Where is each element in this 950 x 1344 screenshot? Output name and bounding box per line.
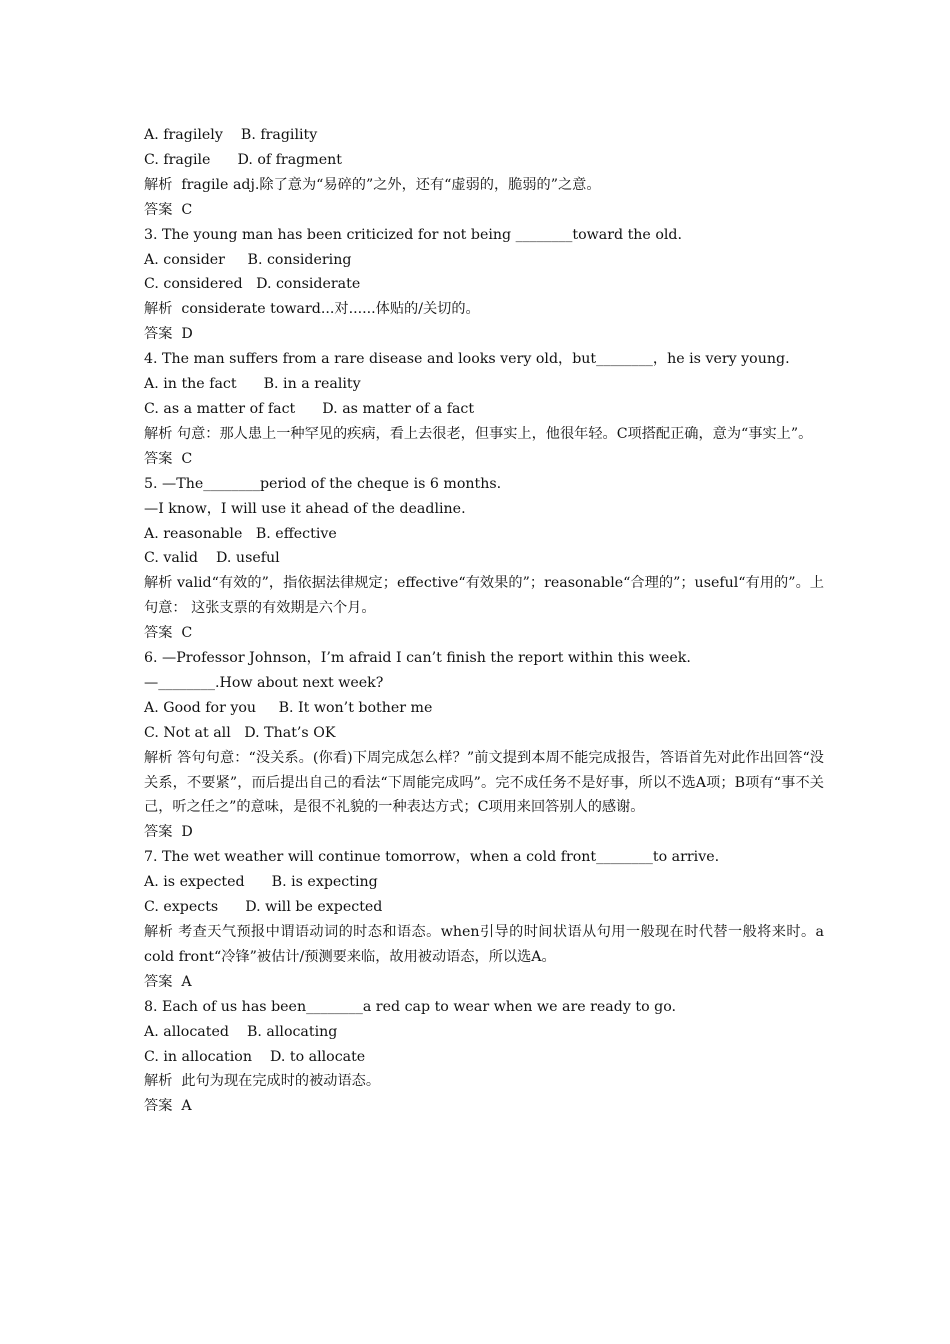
q5-analysis: 解析 valid“有效的”，指依据法律规定；effective“有效果的”；reasonable“合理的”；useful“有用的”。上句意： 这张支票的有效期是六个月。: [144, 575, 824, 617]
q8-options-cd: C. in allocation D. to allocate: [144, 1048, 366, 1065]
q5-options-cd: C. valid D. useful: [144, 550, 280, 567]
q2-analysis: 解析 fragile adj.除了意为“易碎的”之外，还有“虚弱的，脆弱的”之意。: [144, 176, 601, 193]
q5-options-ab: A. reasonable B. effective: [144, 525, 337, 542]
q4-analysis: 解析 句意：那人患上一种罕见的疾病，看上去很老，但事实上，他很年轻。C项搭配正确，意为“事实上”。: [144, 425, 813, 442]
q7-options-cd: C. expects D. will be expected: [144, 899, 383, 916]
q7-answer: 答案 A: [144, 973, 192, 990]
q4-options-cd: C. as a matter of fact D. as matter of a fact: [144, 400, 475, 417]
q6-answer: 答案 D: [144, 824, 193, 841]
q6-stem: 6. —Professor Johnson，I’m afraid I can’t finish the report within this week.: [144, 650, 691, 667]
q3-options-cd: C. considered D. considerate: [144, 276, 361, 293]
q6-reply: —________.How about next week?: [144, 674, 384, 691]
q8-analysis: 解析 此句为现在完成时的被动语态。: [144, 1073, 381, 1090]
q7-analysis: 解析 考查天气预报中谓语动词的时态和语态。when引导的时间状语从句用一般现在时代替一般将来时。a cold front“冷锋”被估计/预测要来临，故用被动语态，所以选A。: [144, 924, 824, 965]
q6-options-cd: C. Not at all D. That’s OK: [144, 724, 336, 741]
q8-stem: 8. Each of us has been________a red cap to wear when we are ready to go.: [144, 998, 677, 1015]
document-body: [144, 123, 824, 1119]
q5-stem: 5. —The________period of the cheque is 6 months.: [144, 475, 502, 492]
q4-stem: 4. The man suffers from a rare disease and looks very old，but________，he is very young.: [144, 351, 790, 368]
q7-stem: 7. The wet weather will continue tomorrow，when a cold front________to arrive.: [144, 849, 720, 866]
q3-answer: 答案 D: [144, 326, 193, 343]
q5-answer: 答案 C: [144, 625, 193, 642]
q2-options-ab: A. fragilely B. fragility: [144, 127, 318, 143]
q4-options-ab: A. in the fact B. in a reality: [144, 376, 361, 393]
q6-analysis: 解析 答句句意：“没关系。(你看)下周完成怎么样？”前文提到本周不能完成报告，答语首先对此作出回答“没关系，不要紧”，而后提出自己的看法“下周能完成吗”。完不成任务不是好事，所以不选A项；B项有“事不关己，听之任之”的意味，是很不礼貌的一种表达方式；C项用来回答别人的感谢。: [144, 749, 824, 816]
q2-options-cd: C. fragile D. of fragment: [144, 151, 342, 168]
q2-answer: 答案 C: [144, 201, 193, 218]
q3-stem: 3. The young man has been criticized for not being ________toward the old.: [144, 226, 682, 243]
q6-options-ab: A. Good for you B. It won’t bother me: [144, 699, 433, 716]
q8-answer: 答案 A: [144, 1098, 192, 1115]
q7-options-ab: A. is expected B. is expecting: [144, 874, 378, 891]
q3-options-ab: A. consider B. considering: [144, 251, 352, 268]
q5-reply: —I know，I will use it ahead of the deadline.: [144, 500, 466, 517]
q4-answer: 答案 C: [144, 450, 193, 467]
q3-analysis: 解析 considerate toward...对......体贴的/关切的。: [144, 301, 480, 318]
q8-options-ab: A. allocated B. allocating: [144, 1023, 338, 1040]
